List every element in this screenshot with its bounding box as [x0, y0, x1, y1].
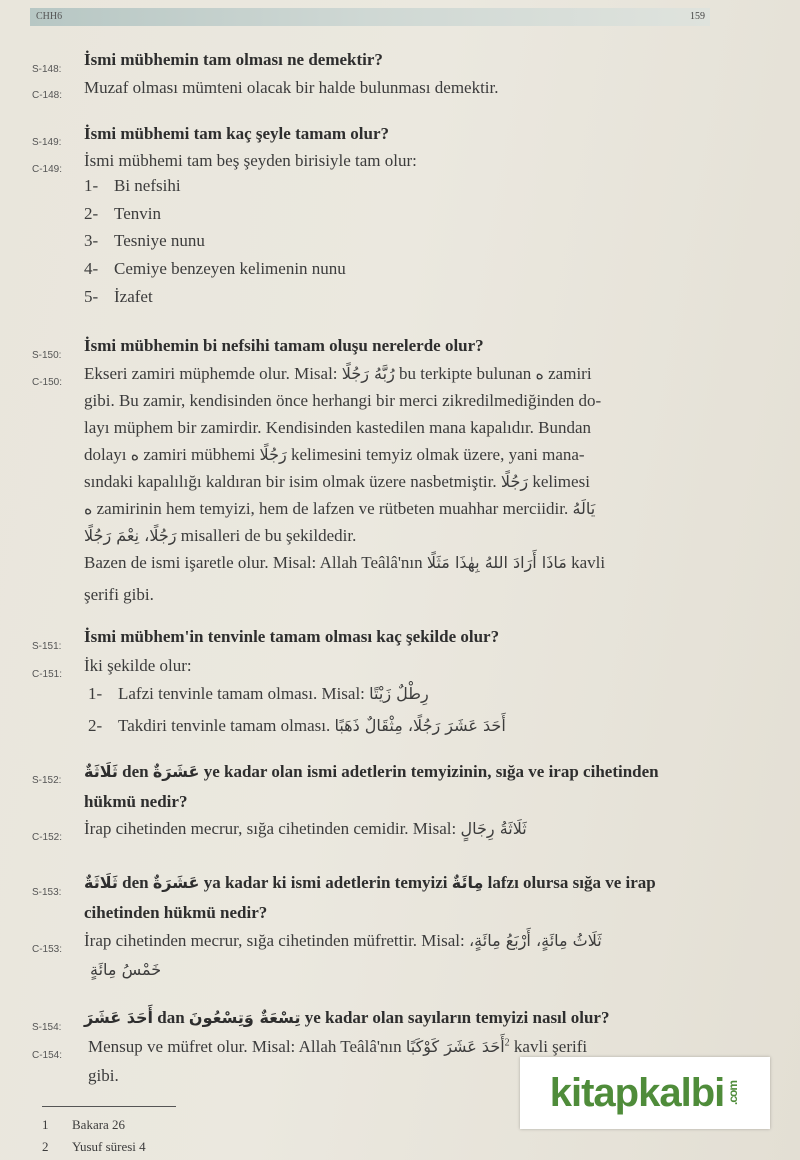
answer-line: Ekseri zamiri müphemde olur. Misal: رُبَّهُ رَجُلًا bu terkipte bulunan ه zamiri [84, 364, 592, 383]
question-label: S-151: [32, 641, 62, 652]
question-text: cihetinden hükmü nedir? [84, 903, 268, 922]
arabic-phrase: أَحَدَ عَشَرَ كَوْكَبًا [405, 1037, 505, 1056]
question-label: S-153: [32, 887, 62, 898]
arabic-phrase: مَاذَا أَرَادَ اللهُ بِهٰذَا مَثَلًا [426, 553, 567, 572]
list-item: 3- Tesniye nunu [84, 231, 205, 250]
arabic-phrase: رَجُلًا [259, 445, 287, 464]
arabic-phrase: خَمْسُ مِائَةٍ [90, 960, 162, 979]
answer-text: İki şekilde olur: [84, 656, 192, 675]
arabic-phrase: أَحَدَ عَشَرَ رَجُلًا، مِثْقَالٌ ذَهَبًا [334, 716, 506, 735]
arabic-phrase: رُبَّهُ رَجُلًا [341, 364, 395, 383]
arabic-phrase: رَجُلًا [500, 472, 529, 491]
question-text: İsmi mübhemi tam kaç şeyle tamam olur? [84, 124, 390, 143]
footnote: 1 Bakara 26 [42, 1117, 126, 1132]
page-number: 159 [690, 11, 705, 22]
list-item: 1- Lafzi tenvinle tamam olması. Misal: رِطْلٌ زَيْتًا [88, 684, 429, 703]
answer-line: ه zamirinin hem temyizi, hem de lafzen ve rütbeten muahhar merciidir. يَالَهُ [84, 499, 596, 518]
header-left-text: CHH6 [36, 11, 63, 22]
list-item: 5- İzafet [84, 287, 153, 306]
question-text: hükmü nedir? [84, 792, 188, 811]
answer-label: C-154: [32, 1050, 63, 1061]
answer-line: layı müphem bir zamirdir. Kendisinden kastedilen mana kapalıdır. Bundan [84, 418, 592, 437]
answer-line: sındaki kapalılığı kaldıran bir isim olmak üzere nasbetmiştir. رَجُلًا kelimesi [84, 472, 590, 491]
footnote: 2 Yusuf süresi 4 [42, 1139, 146, 1154]
answer-label: C-152: [32, 832, 63, 843]
header-bar [30, 8, 710, 26]
answer-line: gibi. [88, 1066, 119, 1085]
answer-line: gibi. Bu zamir, kendisinden önce herhangi bir merci zikredilmediğinden do- [84, 391, 602, 410]
list-item: 2- Takdiri tenvinle tamam olması. أَحَدَ عَشَرَ رَجُلًا، مِثْقَالٌ ذَهَبًا [88, 716, 506, 735]
kitapkalbi-logo: kitapkalbi .com [520, 1057, 770, 1129]
list-item: 4- Cemiye benzeyen kelimenin nunu [84, 259, 346, 278]
arabic-phrase: ثَلَاثَةُ رِجَالٍ [460, 819, 527, 838]
arabic-phrase: رَجُلًا، نِعْمَ رَجُلًا [84, 526, 177, 545]
answer-line: رَجُلًا، نِعْمَ رَجُلًا misalleri de bu şekildedir. [84, 526, 357, 545]
question-text: İsmi mübhemin tam olması ne demektir? [84, 50, 383, 69]
question-text: ثَلَاثَةٌ den عَشَرَةٌ ya kadar ki ismi adetlerin temyizi مِائَةٌ lafzı olursa sığa ve irap [84, 873, 656, 892]
question-text: İsmi mübhemin bi nefsihi tamam oluşu nerelerde olur? [84, 336, 484, 355]
list-item: 1- Bi nefsihi [84, 176, 181, 195]
answer-line: dolayı ه zamiri mübhemi رَجُلًا kelimesini temyiz olmak üzere, yani mana- [84, 445, 585, 464]
answer-line: şerifi gibi. [84, 585, 154, 604]
question-label: S-150: [32, 350, 62, 361]
question-text: ثَلَاثَةٌ den عَشَرَةٌ ye kadar olan ismi adetlerin temyizinin, sığa ve irap cihetinden [84, 762, 659, 781]
question-label: S-148: [32, 64, 62, 75]
question-label: S-154: [32, 1022, 62, 1033]
answer-label: C-148: [32, 90, 63, 101]
footnote-ref: 2 [504, 1037, 510, 1049]
answer-text: İrap cihetinden mecrur, sığa cihetinden cemidir. Misal: ثَلَاثَةُ رِجَالٍ [84, 819, 527, 838]
answer-label: C-153: [32, 944, 63, 955]
question-text: İsmi mübhem'in tenvinle tamam olması kaç şekilde olur? [84, 627, 500, 646]
answer-line: Bazen de ismi işaretle olur. Misal: Allah Teâlâ'nın مَاذَا أَرَادَ اللهُ بِهٰذَا مَثَلًا kavli [84, 553, 606, 572]
answer-label: C-151: [32, 669, 63, 680]
arabic-phrase: يَالَهُ [572, 499, 596, 518]
question-text: أَحَدَ عَشَرَ dan تِسْعَةٌ وَتِسْعُونَ ye kadar olan sayıların temyizi nasıl olur? [84, 1008, 610, 1027]
answer-line [90, 960, 161, 980]
arabic-phrase: ثَلَاثُ مِائَةٍ، أَرْبَعُ مِائَةٍ، [469, 931, 602, 950]
answer-text: Muzaf olması mümteni olacak bir halde bulunması demektir. [84, 78, 499, 97]
answer-label: C-150: [32, 377, 63, 388]
question-label: S-149: [32, 137, 62, 148]
arabic-phrase: ه [130, 445, 140, 464]
arabic-phrase: ه [84, 499, 93, 518]
arabic-phrase: ه [535, 364, 544, 383]
answer-text: Mensup ve müfret olur. Misal: Allah Teâlâ'nın أَحَدَ عَشَرَ كَوْكَبًا$^2$ kavli şerifi [88, 1037, 588, 1056]
question-label: S-152: [32, 775, 62, 786]
footnote-divider [42, 1106, 176, 1107]
answer-label: C-149: [32, 164, 63, 175]
arabic-phrase: رِطْلٌ زَيْتًا [369, 684, 429, 703]
answer-text: İsmi mübhemi tam beş şeyden birisiyle tam olur: [84, 151, 417, 170]
list-item: 2- Tenvin [84, 204, 161, 223]
answer-text: İrap cihetinden mecrur, sığa cihetinden müfrettir. Misal: ثَلَاثُ مِائَةٍ، أَرْبَعُ مِائَةٍ، [84, 931, 602, 950]
